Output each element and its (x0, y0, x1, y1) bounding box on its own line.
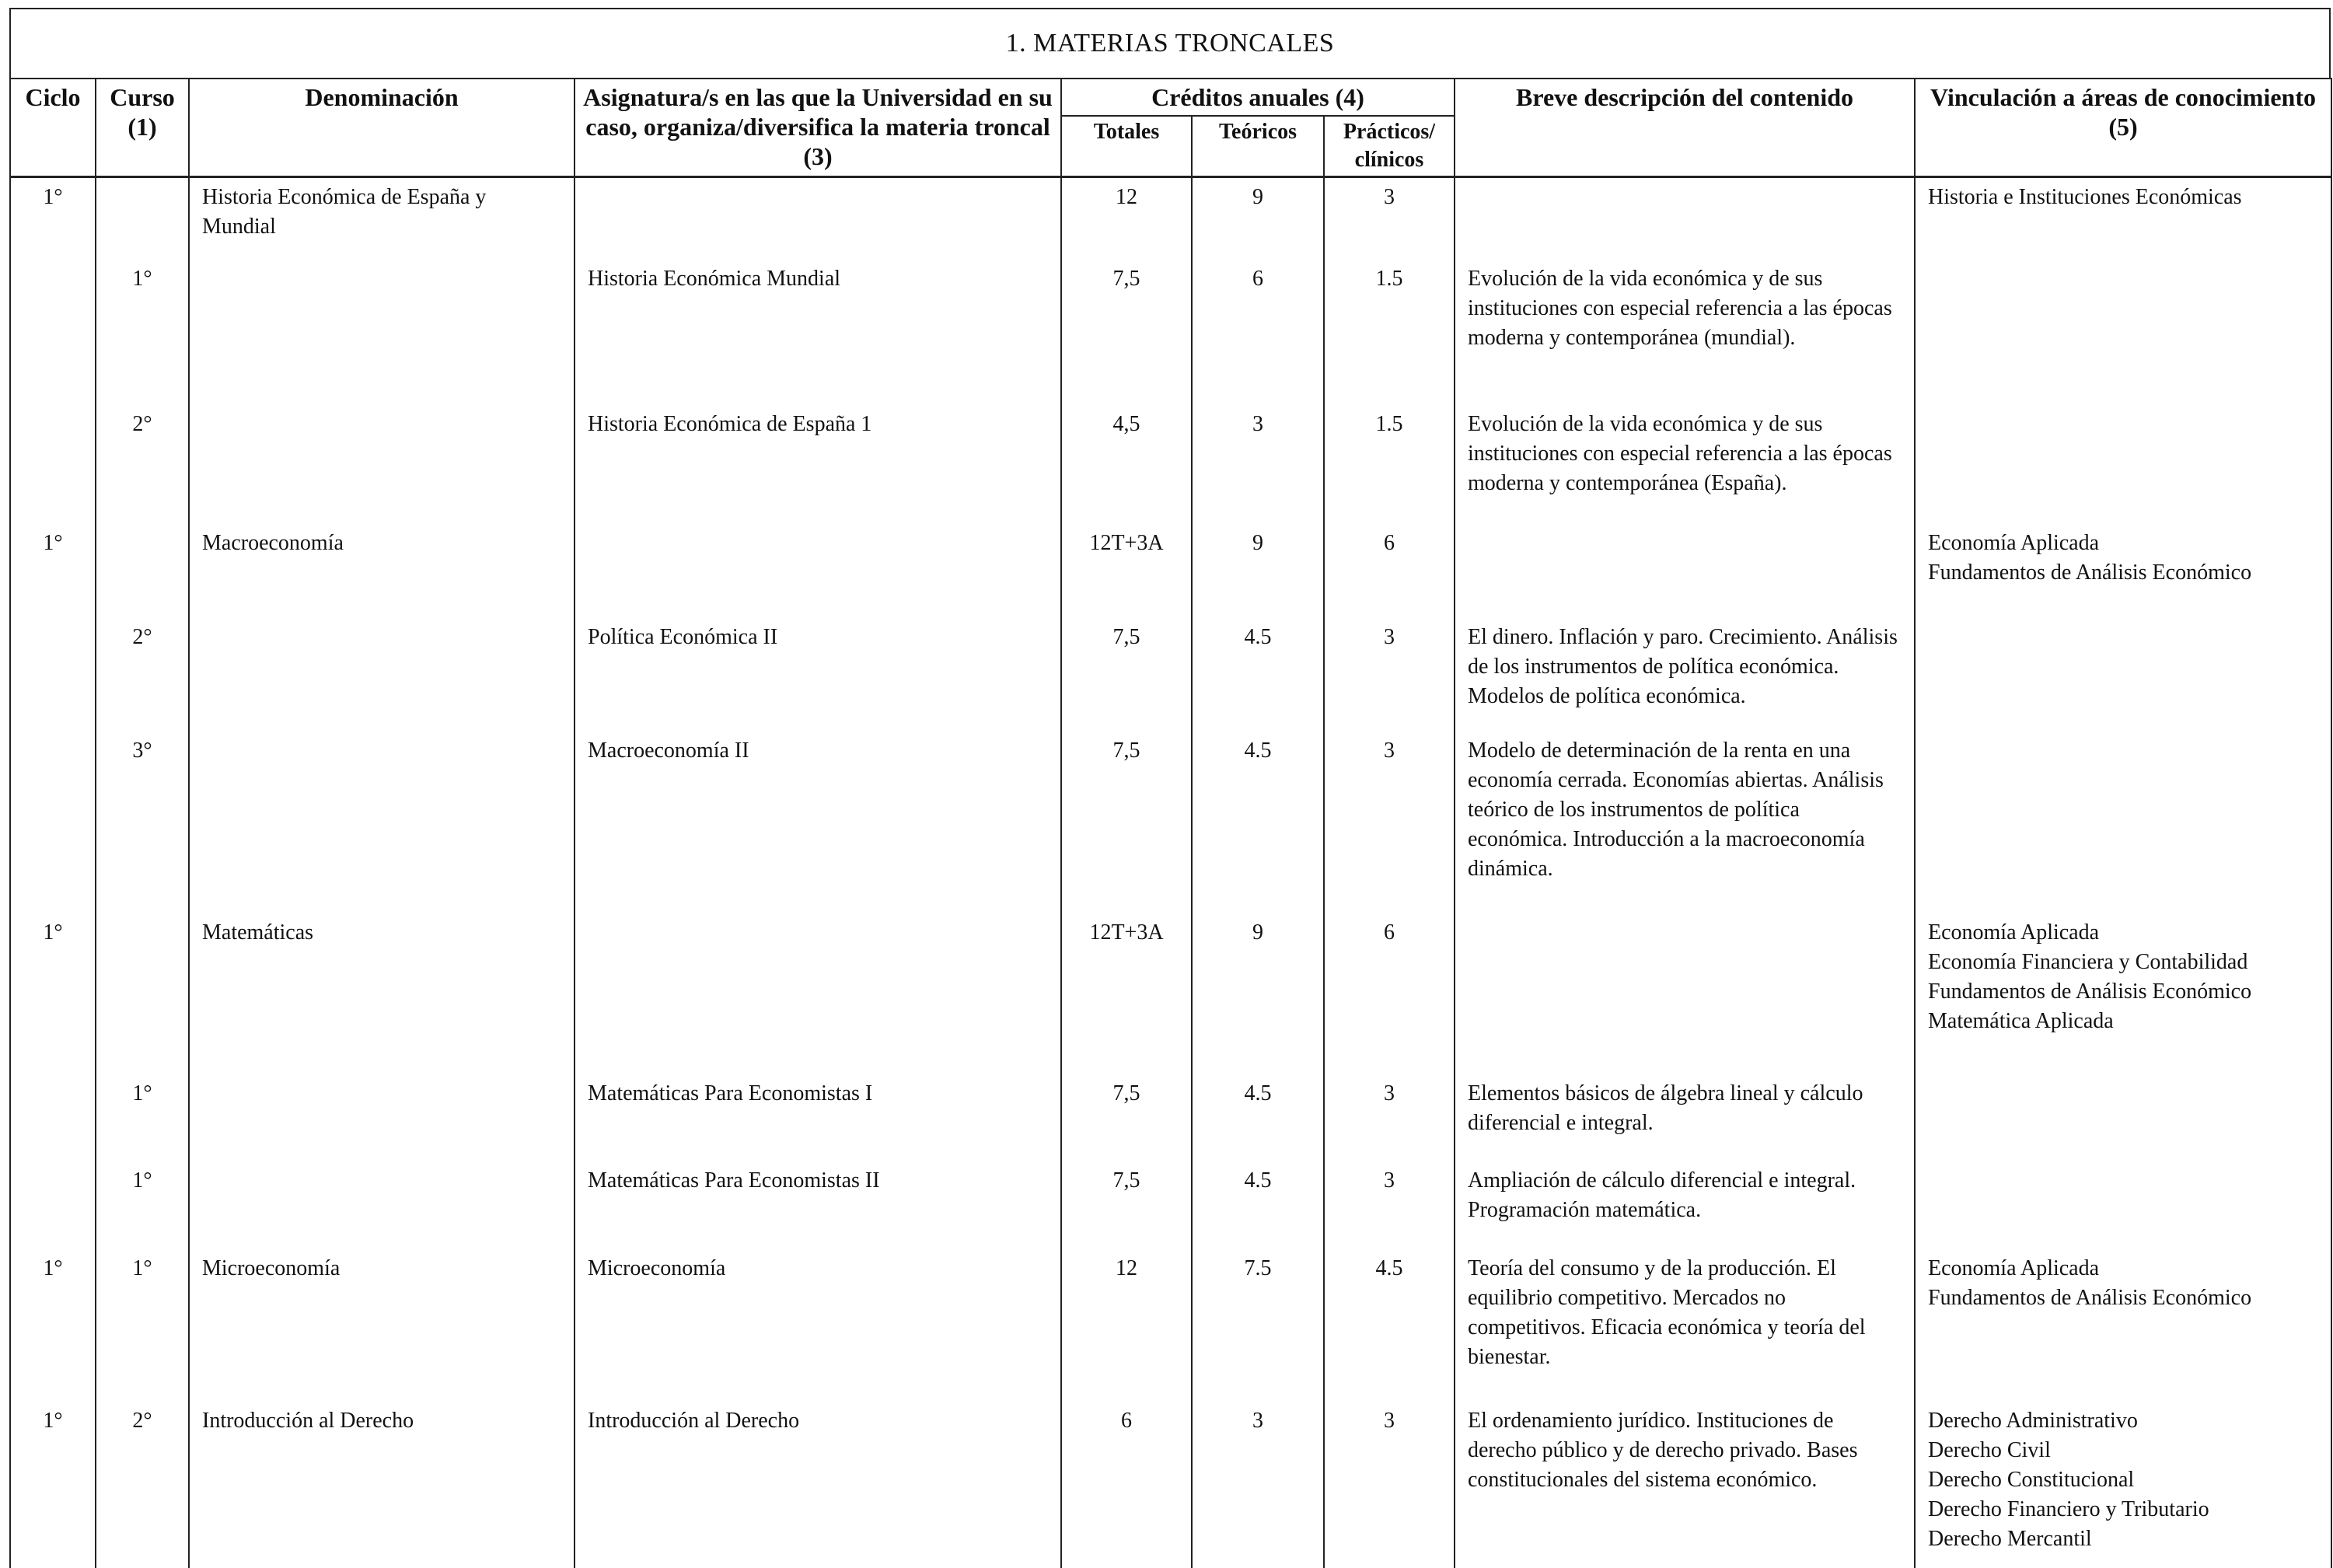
table-body (10, 177, 2331, 1568)
table-title: 1. MATERIAS TRONCALES (9, 8, 2331, 79)
cell-curso: 2° (96, 408, 189, 527)
table-row (10, 1405, 2331, 1568)
cell-practicos: 3 (1324, 1405, 1455, 1568)
area-item: Economía Financiera y Contabilidad (1928, 949, 2248, 974)
cell-practicos: 1.5 (1324, 263, 1455, 408)
area-item: Derecho Administrativo (1928, 1408, 2138, 1433)
cell-ciclo: 1° (10, 177, 96, 263)
header-totales: Totales (1061, 116, 1192, 177)
cell-practicos: 6 (1324, 527, 1455, 621)
cell-vinculacion (1915, 621, 2331, 735)
cell-denominacion (189, 1165, 575, 1252)
cell-denominacion: Historia Económica de España y Mundial (189, 177, 575, 263)
cell-practicos: 3 (1324, 177, 1455, 263)
cell-vinculacion (1915, 408, 2331, 527)
cell-teoricos: 9 (1192, 527, 1324, 621)
table-row (10, 263, 2331, 408)
cell-curso (96, 917, 189, 1077)
cell-curso: 3° (96, 735, 189, 917)
cell-denominacion: Macroeconomía (189, 527, 575, 621)
cell-teoricos: 7.5 (1192, 1252, 1324, 1405)
table-row (10, 177, 2331, 263)
cell-ciclo (10, 263, 96, 408)
cell-totales: 7,5 (1061, 621, 1192, 735)
area-item: Derecho Mercantil (1928, 1526, 2092, 1551)
cell-totales: 4,5 (1061, 408, 1192, 527)
cell-teoricos: 4.5 (1192, 621, 1324, 735)
cell-practicos: 3 (1324, 1165, 1455, 1252)
cell-descripcion (1455, 917, 1915, 1077)
cell-descripcion: El ordenamiento jurídico. Instituciones de derecho público y de derecho privado. Bases constitucionales del sistema económico. (1455, 1405, 1915, 1568)
cell-ciclo (10, 1165, 96, 1252)
cell-totales: 12 (1061, 1252, 1192, 1405)
table-row (10, 527, 2331, 621)
table-header (10, 79, 2331, 177)
table-row (10, 621, 2331, 735)
cell-denominacion: Microeconomía (189, 1252, 575, 1405)
area-item: Historia e Instituciones Económicas (1928, 185, 2242, 209)
area-item: Economía Aplicada (1928, 920, 2100, 945)
cell-denominacion: Introducción al Derecho (189, 1405, 575, 1568)
header-practicos: Prácticos/ clínicos (1324, 116, 1455, 177)
cell-curso: 1° (96, 1252, 189, 1405)
cell-vinculacion (1915, 1077, 2331, 1165)
cell-asignatura: Matemáticas Para Economistas I (575, 1077, 1061, 1165)
cell-descripcion: Ampliación de cálculo diferencial e integral. Programación matemática. (1455, 1165, 1915, 1252)
cell-asignatura (575, 917, 1061, 1077)
cell-practicos: 6 (1324, 917, 1455, 1077)
cell-totales: 6 (1061, 1405, 1192, 1568)
cell-ciclo (10, 621, 96, 735)
header-curso: Curso (1) (96, 79, 189, 177)
cell-descripcion: Teoría del consumo y de la producción. El equilibrio competitivo. Mercados no competitivos. Eficacia económica y teoría del bienestar. (1455, 1252, 1915, 1405)
cell-curso: 1° (96, 1077, 189, 1165)
table-row (10, 408, 2331, 527)
document-page (9, 8, 2331, 1566)
cell-descripcion: Elementos básicos de álgebra lineal y cálculo diferencial e integral. (1455, 1077, 1915, 1165)
cell-ciclo: 1° (10, 1405, 96, 1568)
area-item: Economía Aplicada (1928, 530, 2100, 555)
cell-vinculacion (1915, 1252, 2331, 1405)
cell-descripcion: Evolución de la vida económica y de sus instituciones con especial referencia a las épocas moderna y contemporánea (mundial). (1455, 263, 1915, 408)
header-asignatura: Asignatura/s en las que la Universidad en su caso, organiza/diversifica la materia troncal (3) (575, 79, 1061, 177)
cell-vinculacion (1915, 1405, 2331, 1568)
cell-asignatura: Matemáticas Para Economistas II (575, 1165, 1061, 1252)
cell-totales: 7,5 (1061, 1165, 1192, 1252)
area-item: Fundamentos de Análisis Económico (1928, 1285, 2252, 1310)
cell-curso (96, 527, 189, 621)
cell-curso: 1° (96, 1165, 189, 1252)
header-descripcion: Breve descripción del contenido (1455, 79, 1915, 177)
cell-totales: 12T+3A (1061, 917, 1192, 1077)
cell-curso (96, 177, 189, 263)
header-denominacion: Denominación (189, 79, 575, 177)
area-item: Fundamentos de Análisis Económico (1928, 979, 2252, 1004)
cell-ciclo: 1° (10, 527, 96, 621)
cell-vinculacion (1915, 735, 2331, 917)
cell-asignatura: Microeconomía (575, 1252, 1061, 1405)
cell-totales: 7,5 (1061, 1077, 1192, 1165)
cell-teoricos: 6 (1192, 263, 1324, 408)
cell-practicos: 3 (1324, 621, 1455, 735)
table-row (10, 1165, 2331, 1252)
header-creditos: Créditos anuales (4) (1061, 79, 1455, 116)
table-row (10, 735, 2331, 917)
cell-descripcion (1455, 177, 1915, 263)
materias-table (9, 78, 2332, 1568)
cell-practicos: 1.5 (1324, 408, 1455, 527)
cell-practicos: 4.5 (1324, 1252, 1455, 1405)
cell-curso: 2° (96, 621, 189, 735)
cell-descripcion: El dinero. Inflación y paro. Crecimiento. Análisis de los instrumentos de política económica. Modelos de política económica. (1455, 621, 1915, 735)
cell-teoricos: 4.5 (1192, 1077, 1324, 1165)
cell-denominacion (189, 263, 575, 408)
cell-asignatura (575, 177, 1061, 263)
cell-ciclo (10, 1077, 96, 1165)
cell-denominacion (189, 621, 575, 735)
cell-vinculacion (1915, 177, 2331, 263)
cell-asignatura: Macroeconomía II (575, 735, 1061, 917)
cell-descripcion: Evolución de la vida económica y de sus instituciones con especial referencia a las épocas moderna y contemporánea (España). (1455, 408, 1915, 527)
cell-practicos: 3 (1324, 735, 1455, 917)
cell-teoricos: 9 (1192, 917, 1324, 1077)
cell-teoricos: 4.5 (1192, 735, 1324, 917)
cell-totales: 7,5 (1061, 263, 1192, 408)
cell-ciclo (10, 408, 96, 527)
table-row (10, 917, 2331, 1077)
area-item: Derecho Civil (1928, 1437, 2051, 1462)
cell-asignatura: Política Económica II (575, 621, 1061, 735)
cell-ciclo (10, 735, 96, 917)
cell-curso: 1° (96, 263, 189, 408)
cell-vinculacion (1915, 527, 2331, 621)
cell-denominacion (189, 408, 575, 527)
area-item: Derecho Financiero y Tributario (1928, 1496, 2209, 1521)
cell-descripcion: Modelo de determinación de la renta en una economía cerrada. Economías abiertas. Análisis teórico de los instrumentos de política económica. Introducción a la macroeconomía dinámica. (1455, 735, 1915, 917)
cell-asignatura: Historia Económica de España 1 (575, 408, 1061, 527)
cell-ciclo: 1° (10, 1252, 96, 1405)
cell-teoricos: 3 (1192, 1405, 1324, 1568)
area-item: Economía Aplicada (1928, 1255, 2100, 1280)
area-item: Matemática Aplicada (1928, 1008, 2114, 1033)
cell-descripcion (1455, 527, 1915, 621)
cell-denominacion (189, 735, 575, 917)
cell-asignatura: Historia Económica Mundial (575, 263, 1061, 408)
area-item: Derecho Constitucional (1928, 1467, 2135, 1492)
cell-denominacion (189, 1077, 575, 1165)
header-vinculacion: Vinculación a áreas de conocimiento (5) (1915, 79, 2331, 177)
cell-teoricos: 3 (1192, 408, 1324, 527)
cell-totales: 7,5 (1061, 735, 1192, 917)
cell-vinculacion (1915, 263, 2331, 408)
cell-vinculacion (1915, 917, 2331, 1077)
table-row (10, 1077, 2331, 1165)
cell-asignatura: Introducción al Derecho (575, 1405, 1061, 1568)
area-item: Fundamentos de Análisis Económico (1928, 560, 2252, 585)
cell-teoricos: 4.5 (1192, 1165, 1324, 1252)
cell-teoricos: 9 (1192, 177, 1324, 263)
table-row (10, 1252, 2331, 1405)
cell-practicos: 3 (1324, 1077, 1455, 1165)
cell-asignatura (575, 527, 1061, 621)
cell-totales: 12T+3A (1061, 527, 1192, 621)
header-teoricos: Teóricos (1192, 116, 1324, 177)
cell-denominacion: Matemáticas (189, 917, 575, 1077)
cell-ciclo: 1° (10, 917, 96, 1077)
header-ciclo: Ciclo (10, 79, 96, 177)
cell-totales: 12 (1061, 177, 1192, 263)
cell-curso: 2° (96, 1405, 189, 1568)
cell-vinculacion (1915, 1165, 2331, 1252)
